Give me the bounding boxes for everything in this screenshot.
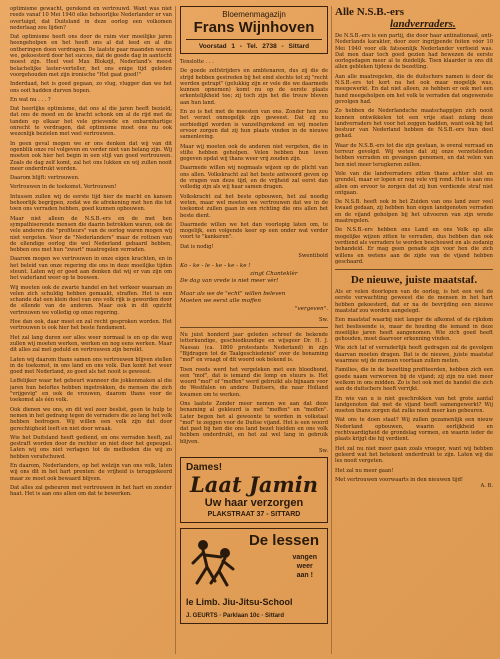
poem-signature: Sw.	[318, 317, 328, 324]
article-paragraph: Leffelijker waar het gebeurt wanneer die jokkenmaken al die jaren hun beloftes hebben ingetrokken, de mensen die zich "vrijgevig" en ook de vrouwen, daarom thans voor de toekomst als één volk.	[10, 378, 172, 404]
wrestlers-illustration	[185, 533, 243, 591]
jiujitsu-advertisement	[180, 528, 328, 624]
column-divider	[331, 6, 332, 654]
article-paragraph: Dat is nodig!	[180, 243, 214, 250]
article-paragraph: Daarmede willen wij nogmaals wijzen op de plicht van ons allen. Volkskracht zal het beste antwoord geven op de vragen van deze tijd, en de vrijheid zal eerst dan volledig zijn als wij haar samen dragen.	[180, 165, 328, 191]
jiujitsu-ad-subtitle	[292, 553, 317, 580]
poem-line: "vergeven".	[294, 305, 328, 312]
hairdresser-advertisement	[180, 457, 328, 523]
heading-underlined-text: landverraders.	[390, 18, 456, 30]
divider-rule	[180, 327, 328, 328]
article-paragraph: Wat ons te doen staat? Wij zullen gezamenlijk een nieuw Nederland opbouwen, waarin eerlijkheid en rechtvaardigheid de grondslag vormen, en waarin ieder de plaats krijgt die hij verdient.	[335, 417, 493, 443]
article-paragraph: In geen geval mogen we er ons denken dat wij van dit ogenblik onze rol volgeven en verder niet van belang zijn. Wij moeten ook hier het begin in een stijl van goed vertrouwen. Zoals de dag zelf komt, zal het ons lukken en wij zullen nooit meer onderdrukt worden.	[10, 140, 172, 172]
article-paragraph: Inderdaad, het is goed gegaan, zo vlug, vlugger dan we het ons ooit hadden durven hopen.	[10, 81, 172, 94]
article-paragraph: Een maatstaf waarbij niet langer de afkomst of de rijkdom het beslissende is, maar de houding die iemand in deze moeilijke jaren heeft aangenomen. Wie zich goed heeft gehouden, moet daarvoor erkenning vinden.	[335, 317, 493, 343]
middle-column	[180, 6, 328, 656]
right-article-bottom	[335, 289, 493, 474]
jiujitsu-title-line: De lessen	[248, 532, 319, 550]
jiujitsu-ad-address: J. GEURTS · Parklaan 10c · Sittard	[186, 613, 285, 620]
article-paragraph: Dat heerlijke optimisme, dat ons al die jaren heeft bezield, dat ons de moed en de kracht schonk om al de rijd met de tanden op elkaar het vele grievende en onbarmhartige onrecht te verdragen, dat optimisme moet ons nu ook wezenlijk bezielen met veel vertrouwen.	[10, 106, 172, 138]
closing-line: Met vertrouwen voorwaarts in den nieuwen tijd!	[335, 476, 463, 483]
article-heading-maatstaf: De nieuwe, juiste maatstaf.	[350, 274, 478, 287]
article-paragraph: Volkskracht zal het beste opbouwen, het zal noodig weten, maar wel moeten we vertrouwen dat we in de toekomst zullen gaan in een richting die ons allen het beste dient.	[180, 193, 328, 219]
article-paragraph: De N.S.B.-ers is een partij, die door haar antinationaal, anti-Nederlands karakter, door zeer ingrijpende feiten vóór 10 Mei 1940 voor elk fatsoenlijk Nederlander verfoeid was. Dat men daar toch goed gezien had bewezen de eerste oorlogsdagen meer al te duidelijk. Toen klaarder is ons dit allen gebleken tijdens de bezetting.	[335, 33, 493, 71]
florist-ad-address: Voorstad 1 - Tel. 2738 - Sittard	[186, 39, 322, 50]
article-paragraph: optimisme gewacht, gerekend en vertrouwd. Want was niet reeds vanaf 10 Mei 1940 elke behoorlijke Nederlander er van overtuigd, dat Duitsland in deze oorlog een volkomen nederlaag zou lijden?	[10, 6, 172, 31]
article-paragraph: Wie zich laf of verraderlijk heeft gedragen zal de gevolgen daarvan moeten dragen. Dat is de nieuwe, juiste maatstaf waarmee wij de mensen voortaan zullen meten.	[335, 345, 493, 365]
article-paragraph: Als er velen doorlopen van de oorlog, is het een wel de eerste verwachting geweest die de mensen in het hart hebben gekoesterd, dat er na de bevrijding een nieuwe maatstaf zou worden aangelegd.	[335, 289, 493, 314]
article-paragraph: Zo hebben de Nederlandsche maatschappijen zich nooit kunnen ontwikkelen tot een vrije staat zolang deze landverraders het voor het zeggen hadden, want ook bij het bestuur van Nederland hebben de N.S.B.-ers hun deel gehad.	[335, 108, 493, 140]
article-paragraph: Het zal nu meer gaan!	[335, 467, 394, 474]
jiujitsu-sub-line: vangen	[292, 554, 317, 562]
poem-line: Moeten we eerst alle moffen	[180, 298, 261, 305]
article-paragraph: Het zal nu niet meer gaan zoals vroeger, want wij hebben geleerd wat het betekent onderdrukt te zijn. Laten wij die les nooit vergeten.	[335, 445, 493, 465]
hairdresser-ad-name: Laat Jamin	[190, 472, 318, 498]
article-paragraph: Wij moeten ook de zwarte handel en het verkeer waaraan zo velen zich schuldig hebben gemaakt, straffen. Het is een schande dat een klein deel van ons volk rijk is geworden door de ellende van de anderen. Maar ook in dit opzicht vertrouwen we volledig op onze regering.	[10, 284, 172, 316]
article-paragraph: Ons laatste Zonder meer nemen we aan dat deze benaming al gekleurd is met "moffen" en "moffen". Later begon het al gewoonte te worden in volkstaal "mof" te zeggen voor de Duitse vijand. Het is een woord dat past bij hen die ons land bezet hielden en ons volk hebben onderdrukt, en het zal wel lang in gebruik blijven.	[180, 400, 328, 445]
middle-article-bottom	[180, 332, 328, 445]
article-paragraph: Het zal lang duren eer alles weer normaal is en op die weg zullen wij moeten werken, werken en nog eens werken. Maar dit alles zal met geduld en vertrouwen zijn bereikt.	[10, 334, 172, 354]
right-column	[335, 6, 493, 656]
poem-line: zingt Chanteklèr	[250, 270, 298, 277]
article-paragraph: Laten wij daarom thans samen ons vertrouwen blijven stellen in de toekomst, in ons land en ons volk. Dan komt het weer goed met Nederland, zo goed als het nooit is geweest.	[10, 356, 172, 376]
article-paragraph: Dat alles zal gebeuren met vertrouwen in het hart en zonder haat. Het is aan ons allen om dat te bewerken.	[10, 484, 172, 498]
florist-ad-line1: Bloemenmagazijn	[222, 10, 286, 19]
heading-main-text: Alle N.S.B.-ers	[335, 6, 405, 18]
article-paragraph: De N.S.B. heeft ook in het Zuiden van ons land zeer veel kwaad gedaan, zij hebben hun eigen landgenoten verraden en de vijand geholpen bij het uitvoeren van zijn wrede maatregelen.	[335, 199, 493, 225]
jiujitsu-ad-school: le Limb. Jiu-Jitsu-School	[186, 597, 293, 608]
poem	[180, 263, 328, 313]
jiujitsu-sub-line: weer	[296, 563, 313, 571]
article-paragraph: Daarom mogen we vertrouwen in onze eigen krachten, en in het beleid van onze regering die ons in deze moeilijke tijden steunt. Laten wij er goed aan denken dat wij er van zijn om het vaderland weer op te bouwen.	[10, 256, 172, 282]
signature-top: Swentibold	[298, 253, 328, 260]
article-paragraph: Maar niet alleen de N.S.B.-ers en de met hen sympathiserende mensen die daarin betrokken waren, ook de vele anderen die "profiteurs" van de oorlog waren mogen wij niet vergeten. Voor de "Nederlanders" maar de rottoen van de ellendige oorlog die wel Nederland gebaard hebben, hebben ons met hun "zwart" maatregelen verraden.	[10, 215, 172, 254]
article-paragraph: Tenslotte . . .	[180, 59, 214, 65]
hairdresser-ad-slogan: Uw haar verzorgen	[204, 497, 304, 510]
article-paragraph: Families, die in de bezetting profiteerden, hebben zich een goede naam verworven bij de vijand; zij zijn nu niet meer welkom in ons midden. Zo is het ook met de handel die zich aan de duitschers heeft verrijkt.	[335, 367, 493, 393]
article-paragraph: En zo is het met de meesten van ons. Zonder hen zou het verzet onmogelijk zijn geweest. Dat zij nu eerbiedigd worden is vanzelfsprekend en wij moeten ervoor zorgen dat zij hun plaats vinden in de nieuwe samenleving.	[180, 109, 328, 141]
poem-line: Ko - ke - le - ke - ke - ke !	[180, 263, 251, 270]
hairdresser-ad-address: PLAKSTRAAT 37 - SITTARD	[207, 511, 301, 519]
poem-line: De dag van vrede is niet meer vèr!	[180, 278, 279, 285]
article-paragraph: Daarmede willen we het dan voorlopig laten om, te mogelijk, een volgende keer op een onder wat verder voort te "kankeren".	[180, 221, 328, 241]
signature-right: A. B.	[480, 483, 493, 490]
left-column	[10, 6, 172, 656]
article-paragraph: Toen reeds werd het vergeleken met een bloedhond, een "mof", dat is iemand die lomp en stuurs is. Het woord "mof" of "moffen" werd gebruikt als bijnaam voor de Westfalen en andere Duitsers, die naar Holland kwamen om te werken.	[180, 366, 328, 398]
article-heading-nsb	[335, 6, 493, 30]
right-article-top	[335, 33, 493, 265]
article-paragraph: Wie het Duitsland heeft gediend, en ons verraden heeft, zal gestraft worden door de rechter en niet door het gepeupel. Laten wij ons niet verlagen tot de methoden die wij zo hebben verafschuwd.	[10, 434, 172, 460]
article-paragraph: Hoe dan ook, daar moet en zal recht gesproken worden. Het vertrouwen is ook hier het beste fundament.	[10, 319, 172, 332]
article-paragraph: En wat nu . . . ?	[10, 96, 51, 103]
article-paragraph: Daarom blijft: vertrouwen.	[10, 175, 80, 182]
article-paragraph: Ook dienen we ons, en dit wel zeer beslist, geen te hulp te nemen in het gedrang tegen de verraders die zo lang het volk hebben bedrogen. Wij willen een volk zijn dat door gerechtigheid leeft en niet door wraak.	[10, 406, 172, 432]
article-paragraph: Intussen zullen wij de eerste tijd hier de macht en kansen behoorlijk begrijpen, zodat we de afrekening met hen die tot toen ons verraden hebben, goed kunnen opbouwen.	[10, 193, 172, 213]
poem-line: Maar als we de "echt" willen beleven	[180, 290, 286, 297]
left-article	[10, 6, 172, 497]
florist-advertisement	[180, 6, 328, 54]
article-paragraph: En wie van u is niet geschrokken van het grote aantal landgenoten dat met de vijand heeft samengewerkt? Wij moeten thans zorgen dat zulks nooit meer kan gebeuren.	[335, 395, 493, 415]
article-paragraph: En daarom, Nederlanders, op het welzijn van ons volk, laten wij ons dit in het hart prenten: de vrijheid is teruggekeerd maar ze moet ook bewaard blijven.	[10, 463, 172, 482]
hairdresser-ad-dames: Dames!	[186, 462, 223, 474]
jiujitsu-sub-line: aan !	[296, 572, 313, 580]
article-paragraph: Vertrouwen in de toekomst. Vertrouwen!	[10, 184, 117, 191]
article-paragraph: Aan alle maatregelen, die de duitschers namen is door de N.S.B.-ers tot kort na het ook maar mogelijk was, meegewerkt. En dat niet alleen, ze hebben er ook met een hand meegeholpen om het volk te verraden dat ongewenste gevolgen had.	[335, 73, 493, 105]
jiujitsu-ad-title	[249, 533, 319, 548]
article-paragraph: De N.S.B.-ers hebben ons Land en ons Volk op alle mogelijke wijzen zitten te verraden, dus hebben dan ook verdiend als verraders te worden beschouwd en als zodanig behandeld. Er mag geen genade zijn voor hen die zich willens en wetens aan de zijde van de vijand hebben geschaard.	[335, 227, 493, 265]
article-paragraph: Nu juist honderd jaar geleden schreef de bekende letterkundige, geschiedkundige en wijsgeer Dr. H. J. Nassau (ca. 1800 protestants Nederland) in zijn "Bijdragen tot de Taalgeschiedenis" over de benaming "mof" en vraagt of dit woord ook bekend is.	[180, 332, 328, 364]
article-paragraph: Waar de N.S.B.-ers tot die zijn gestaan, is overal verraad en terreur gevolgd. Wij weten dat zij onze verzetslieden hebben verraden en gevangen genomen, en dat velen van hen niet meer terugkeren zullen.	[335, 142, 493, 168]
signature-bottom: Sw.	[318, 448, 328, 455]
middle-article-top	[180, 59, 328, 250]
article-paragraph: Vele van die landverraders zitten thans achter slot en grendel, maar er lopen er nog vele vrij rond. Het is aan ons allen om ervoor te zorgen dat zij hun verdiende straf niet ontgaan.	[335, 170, 493, 196]
article-paragraph: Maar wij moeten ook de anderen niet vergeten, die in stilte hebben geholpen. Velen hebben hun leven gegeven opdat wij thans weer vrij zouden zijn.	[180, 143, 328, 163]
article-paragraph: De goede zelfstrijders en ambtenaren, dus zij die de strijd hebben gestreden bij het eind slechts tot zij "recht werden getrapt" (gelukkig zijn er vele die we daarmede kunnen opnemen) komt nu op de eerste plaats erkentelijkheid toe; zij toch zijn het die trouw bleven aan hun land.	[180, 68, 328, 106]
divider-rule	[335, 269, 493, 270]
article-paragraph: Dat optimisme heeft ons door de ruim vier moeilijke jaren heengeholpen en het heeft ons al dat leed en al die ontberingen doen verdragen. De laatste paar maanden waren we, gekoesterd door het succes, dat de goede dag in aantocht moest zijn. Heel veel Max Blokzijl, Nederland's meest belachelijke laster-verteller, het ons enige tijd geleden voorgehouden met zijn ironische "Het gaat goed!"	[10, 34, 172, 78]
column-divider	[175, 6, 176, 654]
florist-ad-name: Frans Wijnhoven	[193, 19, 315, 36]
